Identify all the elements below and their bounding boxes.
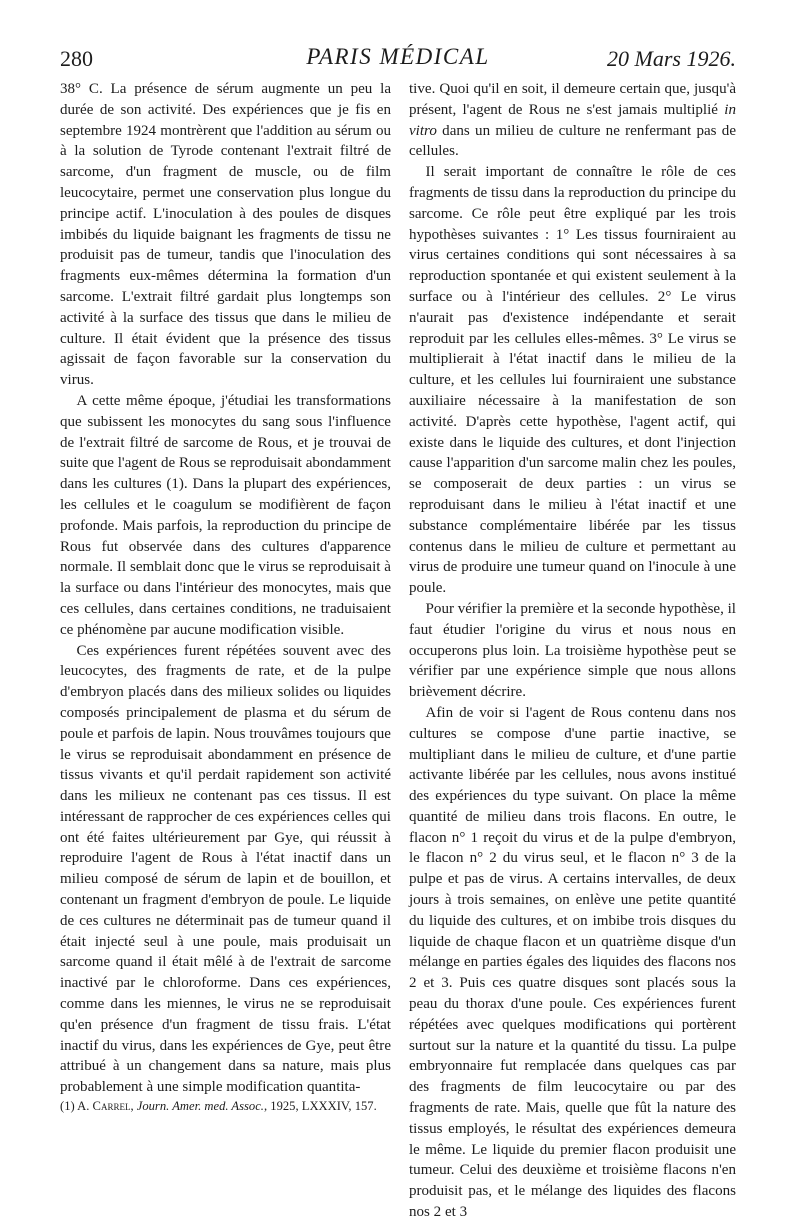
footnote: (1) A. Carrel, Journ. Amer. med. Assoc., 1925, LXXXIV, 157. — [60, 1099, 377, 1114]
left-column — [60, 79, 391, 1115]
footnote-journal: Journ. Amer. med. Assoc. — [136, 1099, 264, 1114]
paragraph-text: tive. Quoi qu'il en soit, il demeure certain que, jusqu'à présent, l'agent de Rous ne s'est jamais multiplié — [409, 81, 736, 118]
footnote-ref: , 1925, LXXXIV, 157. — [263, 1099, 377, 1114]
paragraph: Afin de voir si l'agent de Rous contenu dans nos cultures se compose d'une partie inactive, se multipliant dans le milieu de culture, et d'une partie activante libérée par les cellules, nous avons institué des expériences du type suivant. On place la même quantité de milieu dans trois flacons. En outre, le flacon n° 1 reçoit du virus et de la pulpe d'embryon, le flacon n° 2 du virus seul, et le flacon n° 3 de la pulpe et pas de virus. A certains intervalles, de deux jours à trois semaines, on enlève une petite quantité du liquide des cultures, et on imbibe trois disques du liquide de chaque flacon et un quatrième disque d'un mélange en parties égales des liquides des flacons nos 2 et 3. Puis ces quatre disques sont placés sous la peau du thorax d'une poule. Ces expériences furent répétées avec quelques modifications qui portèrent surtout sur la nature et la quantité du tissu. La pulpe embryonnaire fut remplacée dans quelques cas par des fragments de film leucocytaire ou par des fragments de rate. Mais, quelle que fût la nature des tissus employés, le résultat des expériences demeura le même. Le liquide du premier flacon produisit une tumeur. Celui des deuxième et troisième flacons n'en produisit pas, et le mélange des liquides des flacons nos 2 et 3 — [409, 704, 736, 1221]
paragraph-text: dans un milieu de culture ne renfermant pas de cellules. — [409, 122, 737, 160]
paragraph: Ces expériences furent répétées souvent avec des leucocytes, des fragments de rate, et de la pulpe d'embryon placés dans des milieux solides ou liquides composés principalement de plasma et du sérum de poule et parfois de lapin. Nous trouvâmes toujours que le virus se reproduisait abondamment en présence de tissus vivants et qu'il perdait rapidement son activité dans les milieux ne contenant pas ces tissus. Il est intéressant de rapprocher de ces expériences celles qui ont été faites ultérieurement par Gye, qui réussit à reproduire l'agent de Rous à l'état inactif dans un milieu composé de sérum de lapin et de bouillon, et contenant un fragment d'embryon de poule. Le liquide de ces cultures ne déterminait pas de tumeur quand il était injecté seul à une poule, mais produisait un sarcome quand il était mêlé à de l'extrait de sarcome inactivé par le chloroforme. Dans ces expériences, comme dans les miennes, le virus ne se reproduisait qu'en présence d'un fragment de tissu frais. L'état inactif du virus, dans les expériences de Gye, peut être attribué à un changement dans sa nature, mais plus probablement à une simple modification quantita- — [60, 642, 391, 1096]
paragraph — [409, 79, 736, 162]
footnote-author: Carrel — [92, 1099, 131, 1114]
issue-date: 20 Mars 1926. — [607, 46, 736, 71]
paragraph: Il serait important de connaître le rôle de ces fragments de tissu dans la reproduction du principe du sarcome. Ce rôle peut être expliqué par les trois hypothèses suivantes : 1° Les tissus fourniraient au virus certaines conditions qui sont nécessaires à sa reproduction spontanée et qui existent seulement à la surface ou à l'intérieur des cellules. 2° Le virus n'aurait pas d'existence indépendante et serait reproduit par les cellules elles-mêmes. 3° Le virus se multiplierait à l'état inactif dans le milieu de la culture, et les cellules lui fourniraient une substance auxiliaire nécessaire à la manifestation de son activité. D'après cette hypothèse, l'agent actif, qui existe dans le liquide des cultures, et dont l'injection cause l'apparition d'un sarcome malin chez les poules, se composerait de deux parties : un virus se reproduisant dans le milieu à l'état inactif et une substance complémentaire libérée par les tissus contenus dans le milieu de culture et permettant au virus de produire une tumeur quand on l'inocule à une poule. — [409, 164, 736, 597]
page-header — [60, 44, 736, 78]
footnote-marker: (1) A. — [60, 1099, 90, 1114]
right-column — [409, 79, 736, 1223]
paragraph: A cette même époque, j'étudiai les transformations que subissent les monocytes du sang sous l'influence de l'extrait filtré de sarcome de Rous, et je trouvai de suite que l'agent de Rous se reproduisait abondamment dans les cultures (1). Dans la plupart des expériences, les cellules et le coagulum se modifièrent de façon profonde. Mais parfois, la reproduction du principe de Rous fut observée dans des cultures d'apparence normale. Il semblait donc que le virus se reproduisait à la surface ou dans l'intérieur des monocytes, mais que ces cellules, dans certaines conditions, ne traduisaient ce phénomène par aucune modification visible. — [60, 392, 391, 638]
italic-term: in vitro — [409, 101, 736, 139]
page-number: 280 — [60, 46, 93, 71]
journal-title: PARIS MÉDICAL — [306, 44, 490, 69]
paragraph: 38° C. La présence de sérum augmente un peu la durée de son activité. Des expériences que je fis en septembre 1924 montrèrent que l'addition au sérum ou à la solution de Tyrode contenant l'extrait filtré de sarcome, d'un fragment de muscle, ou de film leucocytaire, permet une conservation plus longue du principe actif. L'inoculation à des poules de disques imbibés du liquide baignant les fragments de tissu ne produisit pas de tumeur, tandis que l'inoculation des fragments eux-mêmes détermina la formation d'un sarcome. L'extrait filtré gardait plus longtemps son activité à la surface des tissus que dans le milieu de culture. Il était évident que la présence des tissus agissait de façon favorable sur la conservation du virus. — [60, 81, 391, 389]
paragraph: Pour vérifier la première et la seconde hypothèse, il faut étudier l'origine du virus et nous nous en occuperons plus loin. La troisième hypothèse peut se vérifier par une expérience simple que nous allons brièvement décrire. — [409, 600, 736, 701]
